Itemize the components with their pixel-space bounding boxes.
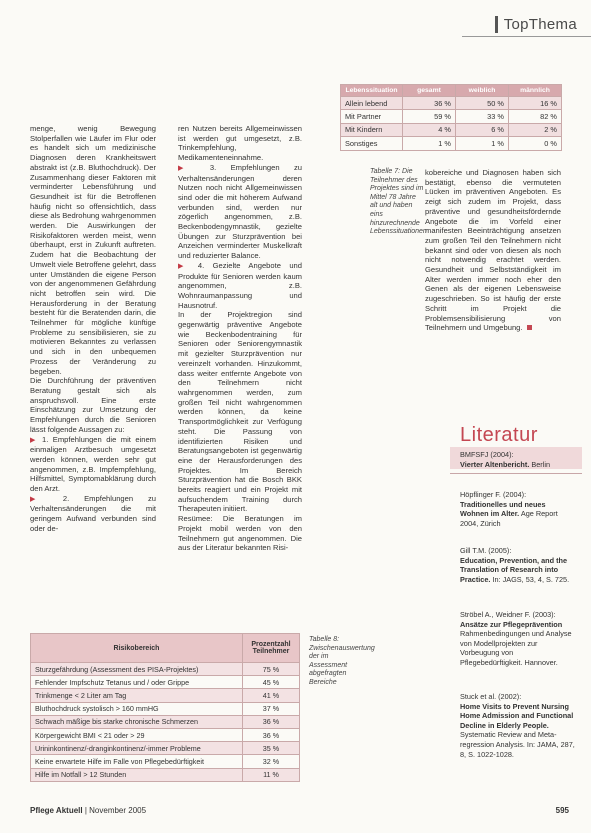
table2-caption: Tabelle 8: Zwischenauswertung der im Assessment abgefragten Bereiche <box>309 636 375 686</box>
lit-author: BMFSFJ (2004): <box>460 450 514 459</box>
table-cell: 36 % <box>243 728 300 741</box>
literatur-entry <box>460 450 575 469</box>
table-cell: 1 % <box>456 137 509 150</box>
triangle-bullet-icon: ▶ <box>178 164 210 172</box>
literatur-heading: Literatur <box>460 424 538 446</box>
lit-rest: Systematic Review and Meta-regression Analysis. In: JAMA, 287, 8, S. 1022-1028. <box>460 730 575 759</box>
bullet-paragraph <box>178 261 302 311</box>
table-cell: 75 % <box>243 663 300 676</box>
table-header-cell: weiblich <box>456 85 509 97</box>
triangle-bullet-icon: ▶ <box>178 262 198 270</box>
table-row <box>31 728 300 741</box>
lit-title: Vierter Altenbericht. <box>460 459 530 469</box>
paragraph: menge, wenig Bewegung Stolperfallen wie Läufer im Flur oder es handelt sich um medizinische Diagnosen deren Krankheitswert abstrakt ist (z.B. Bluthochdruck). Der Zusammenhang dieser Faktoren mit verminderter Lebensführung und Gesundheit ist für die Betroffenen häufig nicht so offensichtlich, dass diese als Bedrohung wahrgenommen werden. Die Auswirkungen der Risikofaktoren werden meist, wenn überhaupt, erst in Zukunft auftreten. Zudem hat die Beobachtung der Umwelt viele Betroffene gelehrt, dass unter Umständen die eigene Person von der angenommenen Gefährdung nicht betroffen sein wird. Die Herausforderung in der Beratung besteht für die Beratenden darin, die Teilnehmer für mögliche künftige Probleme zu sensibilisieren, sie zu motivieren Bekanntes zu verlassen und sich in den unbequemen Prozess der Veränderung zu begeben. <box>30 124 156 376</box>
header-rule <box>462 36 591 37</box>
table-row <box>341 110 562 123</box>
table-cell: 45 % <box>243 676 300 689</box>
paragraph-text: kobereiche und Diagnosen haben sich bestätigt, ebenso die vermuteten Lücken im präventiven Angeboten. Es zeigt sich zudem im Projekt, dass präventive und gesundheitsfördernde Angebote die im Vorfeld einer manifesten Beeinträchtigung ansetzen zum großen Teil den Teilnehmern nicht bekannt sind oder von diesen als noch nicht notwendig erachtet werden. Gesundheit und Selbstständigkeit im Alter werden immer noch eher den Genen als der eigenen Lebensweise zugeschrieben. So ist häufig der erste Schritt im Projekt die Problemsensibilisierung von Teilnehmern und Umgebung. <box>425 168 561 333</box>
table-cell: 2 % <box>509 123 562 136</box>
table-cell: 59 % <box>403 110 456 123</box>
table-row <box>31 742 300 755</box>
article-column-3 <box>425 168 561 333</box>
lit-author: Höpflinger F. (2004): <box>460 490 527 499</box>
bullet-text: 1. Empfehlungen die mit einem einmaligen Arztbesuch umgesetzt werden können, werden sehr gut angenommen, z.B. Impfempfehlung, Hilfsmittel, Symptomabklärung durch den Arzt. <box>30 434 157 494</box>
literatur-divider <box>450 473 582 474</box>
footer-title: Pflege Aktuell <box>30 806 83 815</box>
table-header-cell: Risikobereich <box>31 634 243 663</box>
literatur-entry <box>460 692 575 759</box>
table-cell: Mit Kindern <box>341 123 403 136</box>
table-cell: Mit Partner <box>341 110 403 123</box>
table-header-row <box>31 634 300 663</box>
table-cell: 0 % <box>509 137 562 150</box>
table-row <box>31 715 300 728</box>
bullet-paragraph <box>30 494 156 534</box>
bullet-text: 4. Gezielte Angebote und Produkte für Senioren werden kaum angenommen, z.B. Wohnraumanpassung und Hausnotruf. <box>178 260 303 310</box>
lebenssituation-table <box>340 84 562 151</box>
paragraph <box>425 168 561 333</box>
triangle-bullet-icon: ▶ <box>30 495 63 503</box>
table-cell: Sonstiges <box>341 137 403 150</box>
table-row <box>341 97 562 110</box>
table-cell: Fehlender Impfschutz Tetanus und / oder Grippe <box>31 676 243 689</box>
table-cell: 36 % <box>403 97 456 110</box>
risikobereich-table <box>30 633 300 782</box>
table-cell: Sturzgefährdung (Assessment des PISA-Projektes) <box>31 663 243 676</box>
table-cell: Körpergewicht BMI < 21 oder > 29 <box>31 728 243 741</box>
table-cell: 37 % <box>243 702 300 715</box>
table-cell: 4 % <box>403 123 456 136</box>
triangle-bullet-icon: ▶ <box>30 436 42 444</box>
table-cell: 6 % <box>456 123 509 136</box>
table-row <box>31 702 300 715</box>
table-cell: 50 % <box>456 97 509 110</box>
literatur-entry <box>460 490 575 528</box>
table-cell: Trinkmenge < 2 Liter am Tag <box>31 689 243 702</box>
article-column-1 <box>30 124 156 534</box>
lit-rest: Age Report 2004, Zürich <box>460 509 558 528</box>
table-cell: 33 % <box>456 110 509 123</box>
article-column-2 <box>178 124 302 553</box>
lit-title: Traditionelles und neues Wohnen im Alter. <box>460 499 546 519</box>
lit-title: Ansätze zur Pflegeprävention <box>460 619 563 629</box>
table-row <box>341 137 562 150</box>
section-label: TopThema <box>495 16 577 33</box>
table-cell: 41 % <box>243 689 300 702</box>
table-cell: Bluthochdruck systolisch > 160 mmHG <box>31 702 243 715</box>
bullet-text: 2. Empfehlungen zu Verhaltensänderungen die mit geringem Aufwand verbunden sind oder de- <box>30 493 156 533</box>
table-header-cell: Lebenssituation <box>341 85 403 97</box>
table-header-cell: männlich <box>509 85 562 97</box>
footer-date: | November 2005 <box>84 806 147 815</box>
end-mark-icon <box>527 325 532 330</box>
table-row <box>31 676 300 689</box>
literatur-entry <box>460 610 575 668</box>
table-cell: Schwach mäßige bis starke chronische Schmerzen <box>31 715 243 728</box>
table-cell: 16 % <box>509 97 562 110</box>
lit-author: Stuck et al. (2002): <box>460 692 522 701</box>
lit-title: Home Visits to Prevent Nursing Home Admission and Functional Decline in Elderly People. <box>460 701 574 730</box>
paragraph: ren Nutzen bereits Allgemeinwissen ist werden gut umgesetzt, z.B. Trinkempfehlung, Medikamenteneinnahme. <box>178 124 302 163</box>
bullet-paragraph <box>178 163 302 261</box>
lit-rest: Rahmenbedingungen und Analyse von Modellprojekten zur Vorbeugung von Pflegebedürftigkeit. Hannover. <box>460 629 572 667</box>
lit-author: Gill T.M. (2005): <box>460 546 512 555</box>
table-row <box>31 689 300 702</box>
page-number: 595 <box>555 806 569 815</box>
lit-rest: In: JAGS, 53, 4, S. 725. <box>492 574 570 584</box>
table-cell: Keine erwartete Hilfe im Falle von Pflegebedürftigkeit <box>31 755 243 768</box>
table-row <box>31 768 300 781</box>
table-cell: Hilfe im Notfall > 12 Stunden <box>31 768 243 781</box>
table-cell: 36 % <box>243 715 300 728</box>
paragraph: Die Durchführung der präventiven Beratung gestalt sich als anspruchsvoll. Eine erste Einschätzung zur Umsetzung der Empfehlungen durch die Senioren lässt folgende Aussagen zu: <box>30 376 156 434</box>
table-row <box>341 123 562 136</box>
bullet-paragraph <box>30 435 156 494</box>
table-row <box>31 755 300 768</box>
table-cell: 35 % <box>243 742 300 755</box>
table-header-row <box>341 85 562 97</box>
table1-caption: Tabelle 7: Die Teilnehmer des Projektes sind im Mittel 78 Jahre alt und haben eins hinzurechnende Lebenssituationen <box>370 168 427 236</box>
table-cell: 11 % <box>243 768 300 781</box>
paragraph: In der Projektregion sind gegenwärtig präventive Angebote wie Beckenbodentraining für Senioren oder Seniorengymnastik mit gezielter Sturzprävention nur vereinzelt vorhanden. Hinzukommt, dass weiter entfernte Angebote von den Teilnehmern nicht wahrgenommen werden, zum großen Teil nicht wahrgenommen werden können, da keine Transportmöglichkeit zur Verfügung steht. Die Passung von identifizierten Risiken und Beratungsangeboten ist gegenwärtig eine der Herausforderungen des Projektes. Im Bereich Sturzprävention hat die Bosch BKK bereits reagiert und ein Projekt mit aufsuchendem Training durch Therapeuten initiiert. <box>178 310 302 514</box>
footer-publication <box>30 806 146 815</box>
lit-author: Ströbel A., Weidner F. (2003): <box>460 610 556 619</box>
paragraph: Resümee: Die Beratungen im Projekt mobil werden von den Teilnehmern gut angenommen. Die aus der Literatur bekannten Risi- <box>178 514 302 553</box>
table-cell: Urininkontinenz/-dranginkontinenz/-immer Probleme <box>31 742 243 755</box>
literatur-entry <box>460 546 575 584</box>
table-cell: 1 % <box>403 137 456 150</box>
table-cell: 32 % <box>243 755 300 768</box>
bullet-text: 3. Empfehlungen zu Verhaltensänderungen deren Nutzen noch nicht Allgemeinwissen sind oder die mit höherem Aufwand verbunden sind, werden nur zögerlich angenommen, z.B. Beckenbodengymnastik, gezielte Übungen zur Sturzprävention bei Anzeichen verminderter Muskelkraft und reduzierter Balance. <box>178 162 302 261</box>
table-row <box>31 663 300 676</box>
table-header-cell: gesamt <box>403 85 456 97</box>
lit-title: Education, Prevention, and the Translation of Research into Practice. <box>460 555 568 584</box>
lit-rest: Berlin <box>531 459 551 469</box>
table-cell: Allein lebend <box>341 97 403 110</box>
table-cell: 82 % <box>509 110 562 123</box>
table-header-cell: Prozentzahl Teilnehmer <box>243 634 300 663</box>
